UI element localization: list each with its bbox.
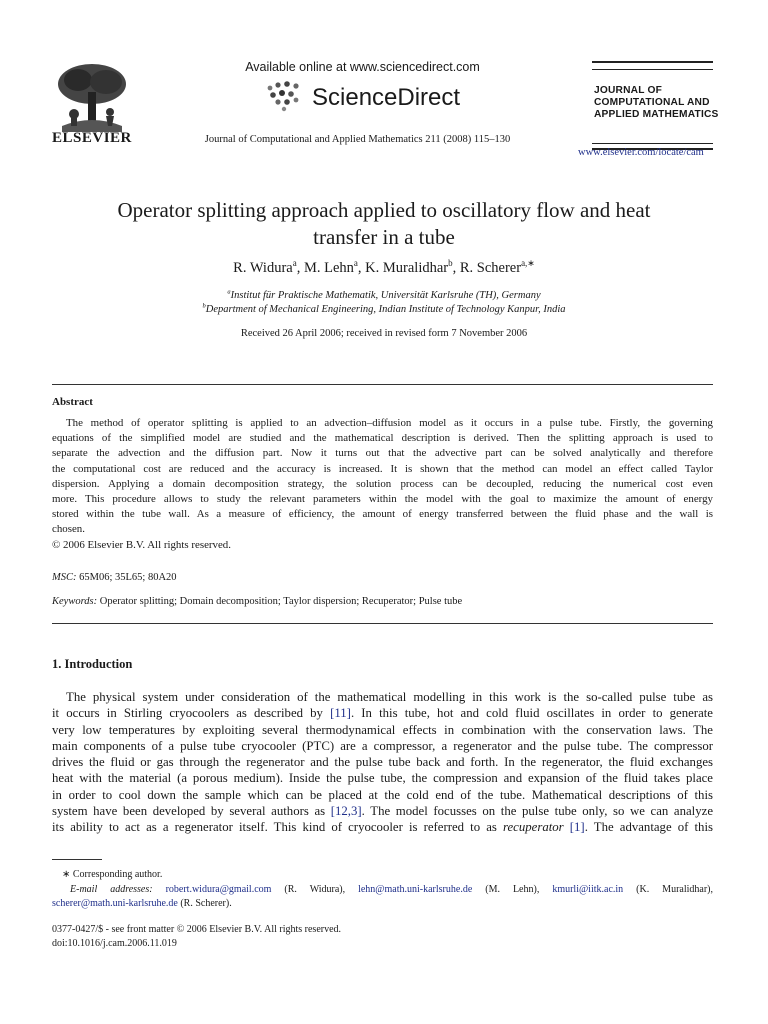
abstract-line: stored within the tube wall. As a measure of efficiency, the amount of energy transferred between the fluid phase and the wall is: [52, 508, 713, 521]
sciencedirect-wordmark: ScienceDirect: [312, 84, 461, 111]
affiliation-mark: b: [202, 302, 206, 310]
intro-line: its ability to act as a regenerator itself. This kind of cryocooler is referred to as recuperator [1]. The advantage of this: [52, 820, 713, 835]
keywords: [52, 596, 462, 607]
abstract-line: more. This procedure allows to study the relevant parameters within the model with the goal to maximize the amount of energy: [52, 493, 713, 506]
issn-line: 0377-0427/$ - see front matter © 2006 Elsevier B.V. All rights reserved.: [52, 924, 342, 935]
journal-url-link[interactable]: www.elsevier.com/locate/cam: [578, 147, 704, 158]
author-affiliation-mark: a,∗: [521, 258, 535, 269]
author-affiliation-mark: b: [448, 258, 453, 269]
abstract-body: [52, 416, 713, 553]
citation-link[interactable]: [1]: [569, 820, 585, 835]
citation-link[interactable]: [11]: [330, 706, 351, 721]
intro-line: in order to cool down the sample which can be placed at the cold end of the tube. Mathematical descriptions of this: [52, 787, 713, 802]
divider: [52, 384, 713, 385]
email-link[interactable]: robert.widura@gmail.com: [165, 884, 272, 895]
msc-label: MSC:: [52, 572, 77, 583]
abstract-copyright: © 2006 Elsevier B.V. All rights reserved.: [52, 538, 231, 551]
author-name: M. Lehn: [303, 260, 354, 276]
author-list: R. Widura$^a$, M. Lehn$^a$, K. Muralidhar$^b$, R. Scherer$^{a,∗}$: [233, 258, 535, 276]
paper-title: [60, 197, 708, 251]
received-dates: Received 26 April 2006; received in revised form 7 November 2006: [240, 328, 528, 339]
journal-title-line: JOURNAL OF: [594, 85, 663, 96]
affiliation-a: [60, 290, 708, 301]
keywords-value: Operator splitting; Domain decomposition; Taylor dispersion; Recuperator; Pulse tube: [99, 596, 463, 607]
divider: [52, 623, 713, 624]
email-link[interactable]: scherer@math.uni-karlsruhe.de: [52, 898, 178, 909]
elsevier-tree-logo: [52, 62, 132, 134]
journal-title-line: COMPUTATIONAL AND: [594, 97, 710, 108]
email-label: E-mail addresses:: [70, 884, 153, 895]
emphasis: recuperator: [503, 820, 564, 835]
paper-title-line: Operator splitting approach applied to oscillatory flow and heat: [117, 198, 651, 222]
affiliation-b: [60, 304, 708, 315]
footnote-rule: [52, 859, 102, 860]
intro-line: The physical system under consideration of the mathematical modelling in this work is the so-called pulse tube as: [66, 690, 713, 704]
abstract-line: separate the advection and the diffusion part. Now it turns out that the advective part can be solved analytically and therefore: [52, 447, 713, 460]
msc-value: 65M06; 35L65; 80A20: [79, 572, 177, 583]
intro-line: main components of a pulse tube cryocooler (PTC) are a compressor, a regenerator and the pulse tube. The compressor: [52, 738, 713, 753]
introduction-body: [52, 689, 713, 836]
affiliation-text: Department of Mechanical Engineering, Indian Institute of Technology Kanpur, India: [205, 304, 566, 315]
affiliation-text: Institut für Praktische Mathematik, Universität Karlsruhe (TH), Germany: [230, 290, 541, 301]
affiliation-mark: a: [227, 288, 231, 296]
author-affiliation-mark: a: [292, 258, 297, 269]
section-heading: 1. Introduction: [52, 657, 133, 671]
citation-link[interactable]: [12,3]: [330, 804, 362, 819]
paper-title-line: transfer in a tube: [313, 225, 455, 249]
journal-title-block: [594, 85, 719, 121]
footnote-emails-cont: scherer@math.uni-karlsruhe.de (R. Scherer).: [52, 898, 232, 909]
footnote-emails: E-mail addresses: robert.widura@gmail.com (R. Widura), lehn@math.uni-karlsruhe.de (M. Lehn), kmurli@iitk.ac.in (K. Muralidhar),: [70, 884, 714, 895]
author-name: R. Scherer: [459, 260, 522, 276]
available-online-text: Available online at www.sciencedirect.com: [245, 60, 480, 74]
author-name: R. Widura: [233, 260, 293, 276]
journal-citation: Journal of Computational and Applied Mathematics 211 (2008) 115–130: [204, 134, 511, 145]
intro-line: drives the fluid or gas through the regenerator and the pulse tube back and forth. In the regenerator, the fluid exchanges: [52, 755, 713, 770]
author-name: K. Muralidhar: [365, 260, 449, 276]
doi-line: doi:10.1016/j.cam.2006.11.019: [52, 938, 177, 949]
journal-title-line: APPLIED MATHEMATICS: [594, 109, 719, 120]
email-link[interactable]: kmurli@iitk.ac.in: [552, 884, 624, 895]
email-link[interactable]: lehn@math.uni-karlsruhe.de: [358, 884, 473, 895]
intro-line: very low temperatures by exploiting several thermodynamical effects in combination with the conservation laws. The: [52, 722, 713, 737]
msc-codes: [52, 572, 177, 583]
intro-line: heat with the material (a porous medium). Inside the pulse tube, the compression and expansion of the fluid takes place: [52, 771, 713, 786]
intro-line: system have been developed by several authors as [12,3]. The model focusses on the pulse tube only, so we can analyze: [52, 804, 713, 819]
publisher-name: ELSEVIER: [52, 130, 132, 146]
abstract-line: chosen.: [52, 523, 85, 536]
keywords-label: Keywords:: [52, 596, 98, 607]
abstract-line: dispersion. Applying a domain decomposition strategy, the solution process can be decoupled, reducing the numerical cost even: [52, 477, 713, 490]
intro-line: it occurs in Stirling cryocoolers as described by [11]. In this tube, hot and cold fluid oscillates in order to generate: [52, 706, 713, 721]
author-affiliation-mark: a: [353, 258, 358, 269]
abstract-line: The method of operator splitting is applied to an advection–diffusion model as it occurs in a pulse tube. Firstly, the governing: [66, 417, 713, 429]
abstract-line: the computational cost are reduced and the accuracy is increased. It is shown that the method can model an effect called Taylor: [52, 462, 713, 475]
journal-title-rule-top: [592, 61, 713, 70]
abstract-heading: Abstract: [52, 396, 93, 408]
footnote-corresponding: ∗ Corresponding author.: [62, 869, 163, 880]
abstract-line: equations of the simplified model are studied and the mathematical description is derived. Then the splitting approach is used to: [52, 432, 713, 445]
